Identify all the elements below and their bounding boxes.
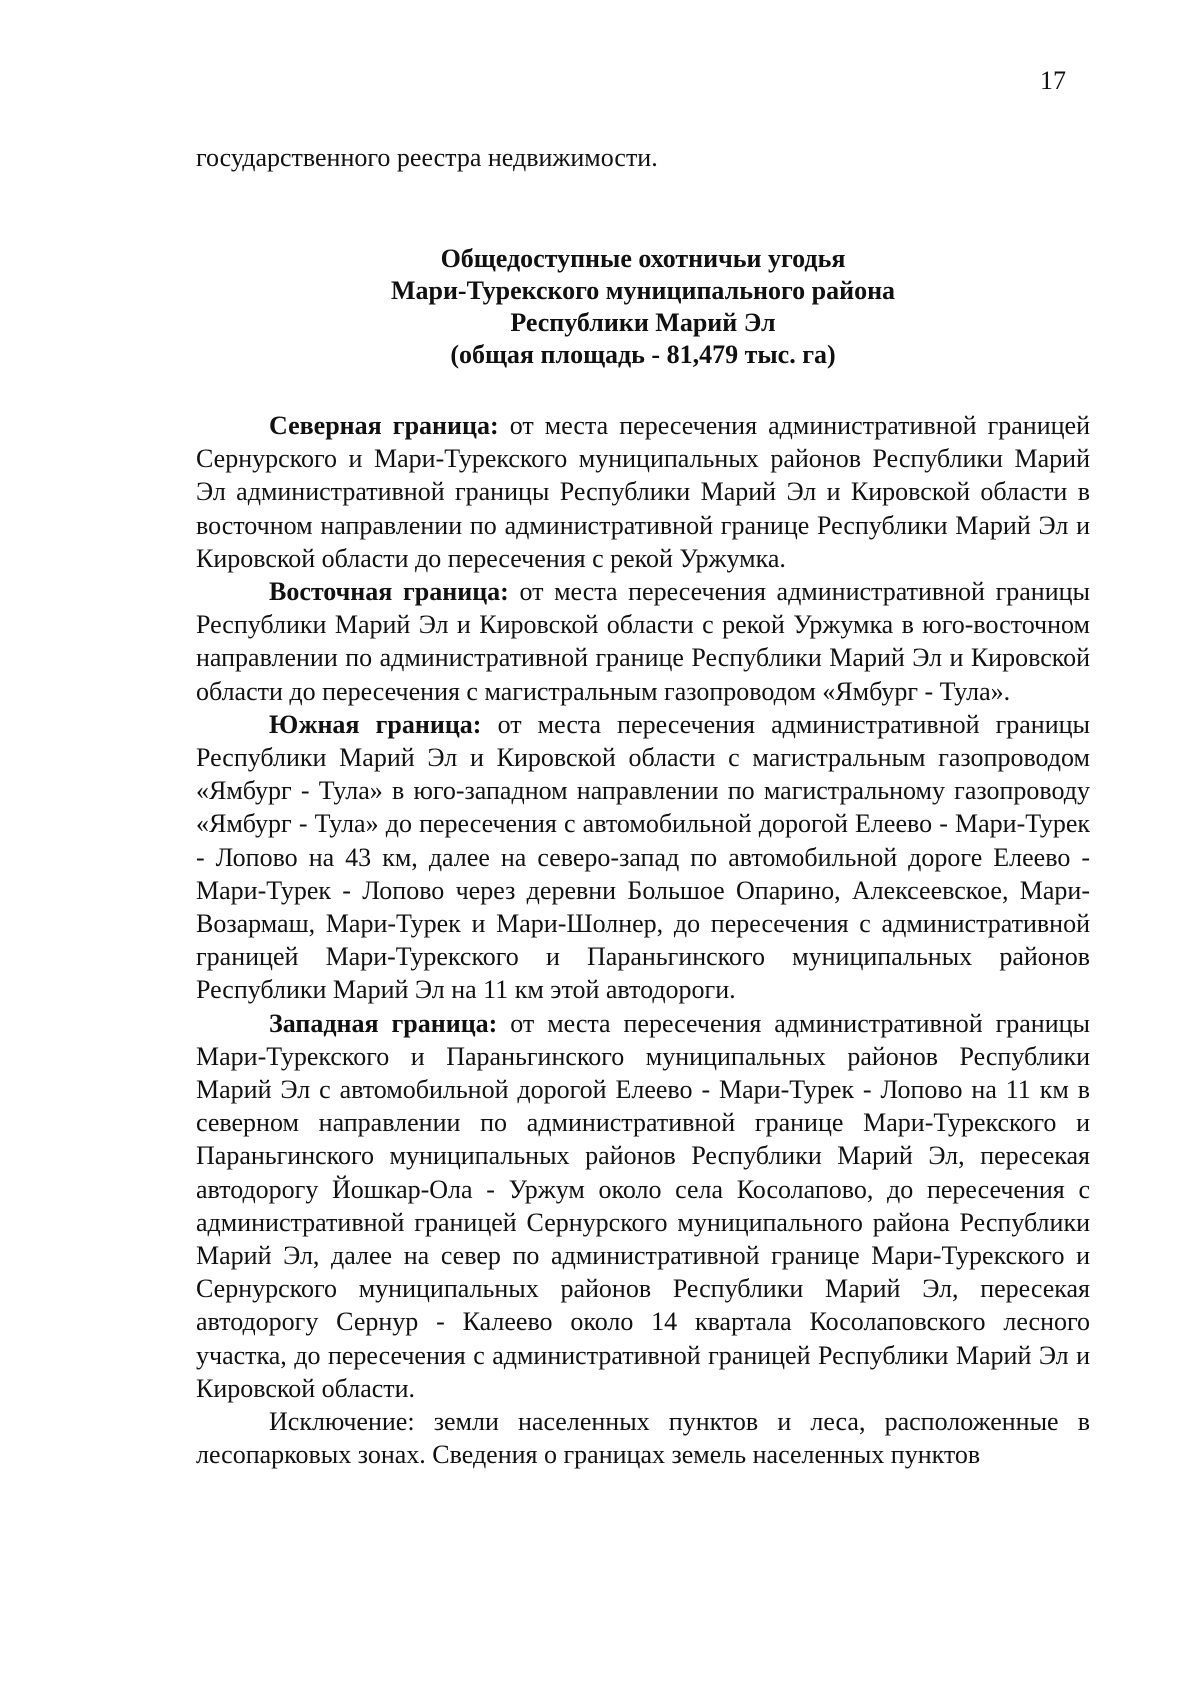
heading-line-3: Республики Марий Эл <box>510 308 776 337</box>
east-border-label: Восточная граница: <box>269 577 509 607</box>
page-number: 17 <box>1040 66 1066 95</box>
south-border-text: от места пересечения административной границы Республики Марий Эл и Кировской области с магистральным газопроводом «Ямбург - Тула» в юго-западном направлении по магистральному газопроводу «Ямбург - Тула» до пересечения с автомобильной дорогой Елеево - Мари-Турек - Лопово на 43 км, далее на северо-запад по автомобильной дороге Елеево - Мари-Турек - Лопово через деревни Большое Опарино, Алексеевское, Мари-Возармаш, Мари-Турек и Мари-Шолнер, до пересечения с административной границей Мари-Турекского и Параньгинского муниципальных районов Республики Марий Эл на 11 км этой автодороги. <box>196 709 1091 1005</box>
west-border-label: Западная граница: <box>269 1008 498 1038</box>
east-border-paragraph <box>196 575 1090 708</box>
continuation-text: государственного реестра недвижимости. <box>196 143 658 172</box>
east-border-text: от места пересечения административной границы Республики Марий Эл и Кировской области с рекой Уржумка в юго-восточном направлении по административной границе Республики Марий Эл и Кировской области до пересечения с магистральным газопроводом «Ямбург - Тула». <box>196 577 1091 706</box>
heading-line-4: (общая площадь - 81,479 тыс. га) <box>450 340 836 369</box>
north-border-label: Северная граница: <box>269 411 499 440</box>
heading-line-1: Общедоступные охотничьи угодья <box>440 244 846 273</box>
section-heading <box>196 243 1090 371</box>
north-border-text: от места пересечения административной границей Сернурского и Мари-Турекского муниципальных районов Республики Марий Эл административной границы Республики Марий Эл и Кировской области в восточном направлении по административной границе Республики Марий Эл и Кировской области до пересечения с рекой Уржумка. <box>196 411 1091 573</box>
exception-paragraph <box>196 1405 1090 1471</box>
west-border-text: от места пересечения административной границы Мари-Турекского и Параньгинского муниципальных районов Республики Марий Эл с автомобильной дорогой Елеево - Мари-Турек - Лопово на 11 км в северном направлении по административной границе Мари-Турекского и Параньгинского муниципальных районов Республики Марий Эл, пересекая автодорогу Йошкар-Ола - Уржум около села Косолапово, до пересечения с административной границей Сернурского муниципального района Республики Марий Эл, далее на север по административной границе Мари-Турекского и Сернурского муниципальных районов Республики Марий Эл, пересекая автодорогу Сернур - Калеево около 14 квартала Косолаповского лесного участка, до пересечения с административной границей Республики Марий Эл и Кировской области. <box>196 1008 1090 1403</box>
exception-text: Исключение: земли населенных пунктов и леса, расположенные в лесопарковых зонах. Сведения о границах земель населенных пунктов <box>196 1407 1090 1470</box>
heading-line-2: Мари-Турекского муниципального района <box>390 276 896 305</box>
south-border-label: Южная граница: <box>269 709 482 739</box>
north-border-paragraph <box>196 409 1090 575</box>
body-text <box>196 409 1090 1472</box>
south-border-paragraph <box>196 708 1090 1007</box>
west-border-paragraph <box>196 1007 1090 1405</box>
